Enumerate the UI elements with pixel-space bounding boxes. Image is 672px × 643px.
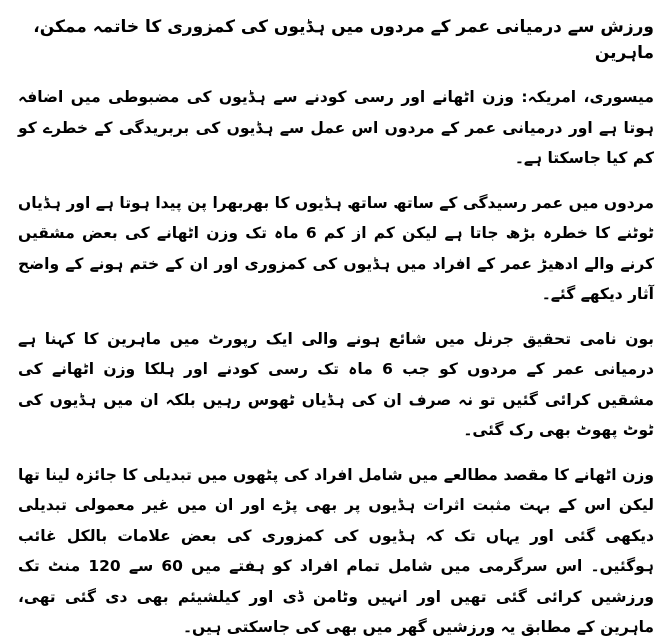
article-headline: ورزش سے درمیانی عمر کے مردوں میں ہڈیوں کی کمزوری کا خاتمہ ممکن، ماہرین bbox=[33, 17, 654, 63]
article-paragraph: مردوں میں عمر رسیدگی کے ساتھ ساتھ ہڈیوں کا بھربھرا پن پیدا ہوتا ہے اور ہڈیاں ٹوٹنے کا خطرہ بڑھ جاتا ہے لیکن کم از کم 6 ماہ تک وزن اٹھانے کی بعض مشقیں کرنے والے ادھیڑ عمر کے افراد میں ہڈیوں کی کمزوری اور ان کے ختم ہونے کے واضح آثار دیکھے گئے۔ bbox=[18, 193, 654, 303]
article-paragraph: میسوری، امریکہ: وزن اٹھانے اور رسی کودنے سے ہڈیوں کی مضبوطی میں اضافہ ہوتا ہے اور درمیانی عمر کے مردوں اس عمل سے ہڈیوں کی بربریدگی کے خطرے کو کم کیا جاسکتا ہے۔ bbox=[18, 88, 654, 167]
article-paragraph: بون نامی تحقیق جرنل میں شائع ہونے والی ایک رپورٹ میں ماہرین کا کہنا ہے درمیانی عمر کے مردوں کو جب 6 ماہ تک رسی کودنے اور ہلکا وزن اٹھانے کی مشقیں کرائی گئیں تو نہ صرف ان کی ہڈیاں ٹھوس رہیں بلکہ ان میں ہڈیوں کی ٹوٹ پھوٹ بھی رک گئی۔ bbox=[18, 329, 654, 439]
article-paragraph: وزن اٹھانے کا مقصد مطالعے میں شامل افراد کی پٹھوں میں تبدیلی کا جائزہ لینا تھا لیکن اس کے بہت مثبت اثرات ہڈیوں پر بھی پڑے اور ان میں غیر معمولی تبدیلی دیکھی گئی اور یہاں تک کہ ہڈیوں کی کمزوری کی بعض علامات بالکل غائب ہوگئیں۔ اس سرگرمی میں شامل تمام افراد کو ہفتے میں 60 سے 120 منٹ تک ورزشیں کرائی گئی تھیں اور انہیں وٹامن ڈی اور کیلشیئم بھی دی گئی تھی، ماہرین کے مطابق یہ ورزشیں گھر میں بھی کی جاسکتی ہیں۔ bbox=[18, 465, 654, 636]
